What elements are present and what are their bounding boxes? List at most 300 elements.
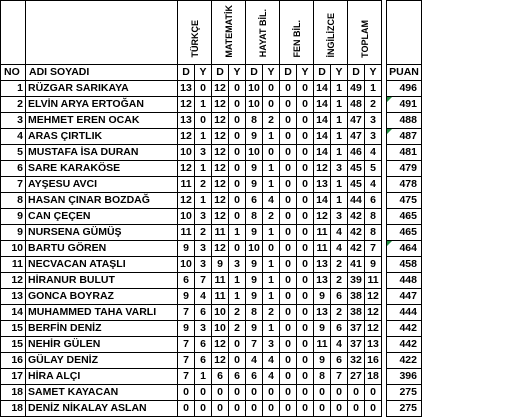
wrong-count-cell: 1 xyxy=(195,128,212,144)
puan-cell: 442 xyxy=(387,320,422,336)
wrong-count-cell: 1 xyxy=(195,160,212,176)
correct-count-cell: 0 xyxy=(280,192,297,208)
wrong-header: Y xyxy=(365,64,382,80)
wrong-count-cell: 2 xyxy=(331,256,348,272)
correct-count-cell: 0 xyxy=(280,288,297,304)
wrong-count-cell: 1 xyxy=(229,272,246,288)
correct-count-cell: 12 xyxy=(212,192,229,208)
student-name-cell: ARAS ÇIRTLIK xyxy=(26,128,178,144)
wrong-count-cell: 1 xyxy=(229,288,246,304)
correct-count-cell: 9 xyxy=(314,320,331,336)
wrong-count-cell: 8 xyxy=(365,208,382,224)
student-name-cell: GONCA BOYRAZ xyxy=(26,288,178,304)
wrong-count-cell: 0 xyxy=(229,208,246,224)
wrong-count-cell: 9 xyxy=(365,256,382,272)
correct-header: D xyxy=(314,64,331,80)
correct-count-cell: 7 xyxy=(178,368,195,384)
wrong-count-cell: 4 xyxy=(263,352,280,368)
subject-header-toplam: TOPLAM xyxy=(348,1,382,65)
wrong-count-cell: 1 xyxy=(263,224,280,240)
table-row xyxy=(1,400,422,416)
correct-count-cell: 12 xyxy=(212,160,229,176)
correct-count-cell: 13 xyxy=(314,176,331,192)
table-row xyxy=(1,208,422,224)
correct-count-cell: 0 xyxy=(280,352,297,368)
correct-count-cell: 10 xyxy=(246,96,263,112)
wrong-count-cell: 0 xyxy=(263,400,280,416)
correct-count-cell: 13 xyxy=(314,272,331,288)
correct-count-cell: 32 xyxy=(348,352,365,368)
correct-header: D xyxy=(178,64,195,80)
wrong-count-cell: 0 xyxy=(229,128,246,144)
row-number-cell: 7 xyxy=(1,176,26,192)
subject-header-turkce: TÜRKÇE xyxy=(178,1,212,65)
wrong-count-cell: 0 xyxy=(229,144,246,160)
table-row xyxy=(1,336,422,352)
wrong-count-cell: 2 xyxy=(229,304,246,320)
wrong-count-cell: 2 xyxy=(331,304,348,320)
wrong-count-cell: 0 xyxy=(229,96,246,112)
student-name-cell: NURSENA GÜMÜŞ xyxy=(26,224,178,240)
wrong-count-cell: 0 xyxy=(263,144,280,160)
subject-header-ingilizce: İNGİLİZCE xyxy=(314,1,348,65)
wrong-count-cell: 1 xyxy=(331,192,348,208)
correct-count-cell: 0 xyxy=(280,176,297,192)
correct-header: D xyxy=(280,64,297,80)
wrong-count-cell: 0 xyxy=(229,384,246,400)
correct-header: D xyxy=(246,64,263,80)
wrong-count-cell: 1 xyxy=(195,368,212,384)
table-row xyxy=(1,256,422,272)
wrong-count-cell: 2 xyxy=(195,176,212,192)
correct-count-cell: 27 xyxy=(348,368,365,384)
wrong-count-cell: 4 xyxy=(263,192,280,208)
correct-count-cell: 8 xyxy=(246,112,263,128)
table-row xyxy=(1,384,422,400)
correct-count-cell: 42 xyxy=(348,208,365,224)
correct-count-cell: 0 xyxy=(280,320,297,336)
row-number-cell: 17 xyxy=(1,368,26,384)
correct-count-cell: 38 xyxy=(348,288,365,304)
puan-cell: 458 xyxy=(387,256,422,272)
wrong-header: Y xyxy=(331,64,348,80)
wrong-count-cell: 3 xyxy=(331,208,348,224)
header-blank-cell xyxy=(26,1,178,65)
wrong-count-cell: 1 xyxy=(331,128,348,144)
row-number-cell: 9 xyxy=(1,224,26,240)
correct-count-cell: 0 xyxy=(280,208,297,224)
puan-cell: 448 xyxy=(387,272,422,288)
table-row xyxy=(1,368,422,384)
table-row xyxy=(1,112,422,128)
wrong-count-cell: 16 xyxy=(365,352,382,368)
row-number-cell: 14 xyxy=(1,304,26,320)
wrong-count-cell: 4 xyxy=(195,288,212,304)
correct-count-cell: 7 xyxy=(246,336,263,352)
correct-count-cell: 38 xyxy=(348,304,365,320)
correct-count-cell: 14 xyxy=(314,144,331,160)
correct-count-cell: 10 xyxy=(178,256,195,272)
correct-count-cell: 10 xyxy=(246,144,263,160)
wrong-count-cell: 0 xyxy=(297,224,314,240)
wrong-count-cell: 0 xyxy=(365,400,382,416)
correct-count-cell: 12 xyxy=(212,352,229,368)
correct-count-cell: 45 xyxy=(348,160,365,176)
row-number-cell: 1 xyxy=(1,80,26,96)
puan-cell: 422 xyxy=(387,352,422,368)
table-row xyxy=(1,352,422,368)
wrong-count-cell: 0 xyxy=(229,192,246,208)
row-number-cell: 18 xyxy=(1,384,26,400)
wrong-count-cell: 0 xyxy=(331,400,348,416)
correct-header: D xyxy=(212,64,229,80)
no-header: NO xyxy=(1,64,26,80)
correct-count-cell: 0 xyxy=(280,224,297,240)
correct-count-cell: 12 xyxy=(212,96,229,112)
correct-count-cell: 12 xyxy=(178,96,195,112)
wrong-count-cell: 1 xyxy=(263,288,280,304)
student-name-cell: BERFİN DENİZ xyxy=(26,320,178,336)
puan-cell: 447 xyxy=(387,288,422,304)
wrong-count-cell: 0 xyxy=(229,80,246,96)
correct-count-cell: 9 xyxy=(246,128,263,144)
wrong-count-cell: 0 xyxy=(229,400,246,416)
wrong-count-cell: 0 xyxy=(297,160,314,176)
wrong-count-cell: 0 xyxy=(297,80,314,96)
student-name-cell: AYŞESU AVCI xyxy=(26,176,178,192)
table-row xyxy=(1,80,422,96)
correct-count-cell: 12 xyxy=(178,192,195,208)
header-blank-cell xyxy=(387,1,422,65)
table-row xyxy=(1,160,422,176)
wrong-count-cell: 0 xyxy=(229,336,246,352)
subject-header-hayat-bilgisi: HAYAT BİL. xyxy=(246,1,280,65)
wrong-count-cell: 3 xyxy=(195,208,212,224)
correct-count-cell: 12 xyxy=(212,208,229,224)
wrong-count-cell: 6 xyxy=(331,352,348,368)
wrong-count-cell: 12 xyxy=(365,288,382,304)
correct-count-cell: 10 xyxy=(212,304,229,320)
wrong-count-cell: 0 xyxy=(229,112,246,128)
wrong-count-cell: 0 xyxy=(297,144,314,160)
student-name-cell: NEHİR GÜLEN xyxy=(26,336,178,352)
wrong-count-cell: 2 xyxy=(365,96,382,112)
student-name-cell: NECVACAN ATAŞLI xyxy=(26,256,178,272)
correct-count-cell: 10 xyxy=(212,320,229,336)
wrong-count-cell: 4 xyxy=(365,176,382,192)
wrong-count-cell: 6 xyxy=(365,192,382,208)
wrong-count-cell: 2 xyxy=(263,112,280,128)
wrong-count-cell: 7 xyxy=(365,240,382,256)
subject-header-matematik: MATEMATİK xyxy=(212,1,246,65)
correct-count-cell: 14 xyxy=(314,96,331,112)
row-number-cell: 4 xyxy=(1,128,26,144)
puan-cell: 465 xyxy=(387,208,422,224)
puan-cell: 496 xyxy=(387,80,422,96)
row-number-cell: 10 xyxy=(1,240,26,256)
wrong-count-cell: 8 xyxy=(365,224,382,240)
correct-count-cell: 8 xyxy=(314,368,331,384)
wrong-count-cell: 12 xyxy=(365,304,382,320)
wrong-count-cell: 0 xyxy=(297,288,314,304)
wrong-count-cell: 6 xyxy=(229,368,246,384)
wrong-count-cell: 2 xyxy=(195,224,212,240)
puan-cell: 491 xyxy=(387,96,422,112)
wrong-count-cell: 3 xyxy=(195,240,212,256)
correct-count-cell: 11 xyxy=(314,336,331,352)
wrong-count-cell: 1 xyxy=(195,96,212,112)
student-name-cell: MUHAMMED TAHA VARLI xyxy=(26,304,178,320)
correct-count-cell: 42 xyxy=(348,240,365,256)
puan-cell: 479 xyxy=(387,160,422,176)
correct-count-cell: 0 xyxy=(246,400,263,416)
wrong-count-cell: 6 xyxy=(331,320,348,336)
correct-count-cell: 14 xyxy=(314,80,331,96)
table-row xyxy=(1,96,422,112)
correct-count-cell: 12 xyxy=(314,160,331,176)
correct-count-cell: 9 xyxy=(212,256,229,272)
wrong-count-cell: 2 xyxy=(263,304,280,320)
correct-count-cell: 6 xyxy=(212,368,229,384)
row-number-cell: 8 xyxy=(1,192,26,208)
correct-count-cell: 0 xyxy=(212,384,229,400)
column-header-row xyxy=(1,64,422,80)
subject-header-fen-bilimleri: FEN BİL. xyxy=(280,1,314,65)
wrong-count-cell: 0 xyxy=(263,96,280,112)
wrong-count-cell: 0 xyxy=(195,400,212,416)
wrong-count-cell: 1 xyxy=(263,176,280,192)
correct-count-cell: 12 xyxy=(212,176,229,192)
student-name-cell: GÜLAY DENİZ xyxy=(26,352,178,368)
row-number-cell: 15 xyxy=(1,320,26,336)
wrong-count-cell: 1 xyxy=(331,176,348,192)
correct-count-cell: 14 xyxy=(314,112,331,128)
correct-count-cell: 37 xyxy=(348,320,365,336)
correct-count-cell: 46 xyxy=(348,144,365,160)
wrong-count-cell: 0 xyxy=(297,112,314,128)
wrong-count-cell: 0 xyxy=(297,400,314,416)
student-name-cell: SARE KARAKÖSE xyxy=(26,160,178,176)
correct-count-cell: 9 xyxy=(178,320,195,336)
row-number-cell: 5 xyxy=(1,144,26,160)
correct-count-cell: 0 xyxy=(280,80,297,96)
correct-count-cell: 47 xyxy=(348,128,365,144)
student-name-cell: ELVİN ARYA ERTOĞAN xyxy=(26,96,178,112)
wrong-count-cell: 4 xyxy=(331,240,348,256)
puan-cell: 475 xyxy=(387,192,422,208)
correct-count-cell: 10 xyxy=(246,240,263,256)
table-row xyxy=(1,272,422,288)
correct-count-cell: 9 xyxy=(246,272,263,288)
puan-cell: 465 xyxy=(387,224,422,240)
wrong-count-cell: 18 xyxy=(365,368,382,384)
correct-count-cell: 13 xyxy=(314,256,331,272)
wrong-count-cell: 4 xyxy=(365,144,382,160)
correct-count-cell: 9 xyxy=(246,256,263,272)
correct-count-cell: 4 xyxy=(246,352,263,368)
puan-cell: 464 xyxy=(387,240,422,256)
wrong-count-cell: 0 xyxy=(297,272,314,288)
correct-count-cell: 0 xyxy=(212,400,229,416)
puan-cell: 275 xyxy=(387,400,422,416)
row-number-cell: 9 xyxy=(1,208,26,224)
row-number-cell: 13 xyxy=(1,288,26,304)
table-row xyxy=(1,288,422,304)
row-number-cell: 15 xyxy=(1,336,26,352)
row-number-cell: 11 xyxy=(1,256,26,272)
correct-count-cell: 0 xyxy=(280,304,297,320)
correct-count-cell: 6 xyxy=(246,368,263,384)
wrong-count-cell: 0 xyxy=(297,368,314,384)
table-row xyxy=(1,144,422,160)
wrong-count-cell: 0 xyxy=(297,384,314,400)
correct-count-cell: 12 xyxy=(212,336,229,352)
correct-count-cell: 11 xyxy=(178,224,195,240)
correct-count-cell: 0 xyxy=(314,400,331,416)
correct-count-cell: 0 xyxy=(280,160,297,176)
correct-count-cell: 10 xyxy=(178,144,195,160)
table-row xyxy=(1,320,422,336)
correct-count-cell: 37 xyxy=(348,336,365,352)
wrong-count-cell: 0 xyxy=(195,384,212,400)
name-header: ADI SOYADI xyxy=(26,64,178,80)
wrong-count-cell: 12 xyxy=(365,320,382,336)
correct-count-cell: 0 xyxy=(280,336,297,352)
correct-count-cell: 0 xyxy=(280,128,297,144)
correct-count-cell: 12 xyxy=(212,144,229,160)
correct-count-cell: 12 xyxy=(212,240,229,256)
row-number-cell: 18 xyxy=(1,400,26,416)
wrong-count-cell: 6 xyxy=(195,304,212,320)
wrong-count-cell: 2 xyxy=(331,272,348,288)
wrong-count-cell: 0 xyxy=(229,240,246,256)
wrong-count-cell: 3 xyxy=(263,336,280,352)
wrong-count-cell: 3 xyxy=(195,144,212,160)
puan-cell: 442 xyxy=(387,336,422,352)
correct-count-cell: 9 xyxy=(246,320,263,336)
wrong-count-cell: 11 xyxy=(365,272,382,288)
wrong-header: Y xyxy=(195,64,212,80)
correct-count-cell: 44 xyxy=(348,192,365,208)
correct-count-cell: 8 xyxy=(246,208,263,224)
correct-count-cell: 9 xyxy=(178,240,195,256)
wrong-header: Y xyxy=(263,64,280,80)
correct-count-cell: 9 xyxy=(314,352,331,368)
puan-header: PUAN xyxy=(387,64,422,80)
wrong-count-cell: 1 xyxy=(331,96,348,112)
correct-count-cell: 0 xyxy=(280,96,297,112)
puan-cell: 396 xyxy=(387,368,422,384)
wrong-count-cell: 4 xyxy=(331,336,348,352)
wrong-count-cell: 6 xyxy=(331,288,348,304)
correct-count-cell: 45 xyxy=(348,176,365,192)
puan-cell: 487 xyxy=(387,128,422,144)
correct-count-cell: 41 xyxy=(348,256,365,272)
puan-cell: 488 xyxy=(387,112,422,128)
correct-count-cell: 7 xyxy=(178,304,195,320)
wrong-count-cell: 1 xyxy=(263,320,280,336)
row-number-cell: 6 xyxy=(1,160,26,176)
correct-count-cell: 13 xyxy=(314,304,331,320)
student-name-cell: MEHMET EREN OCAK xyxy=(26,112,178,128)
wrong-count-cell: 0 xyxy=(297,304,314,320)
student-name-cell: CAN ÇEÇEN xyxy=(26,208,178,224)
puan-cell: 444 xyxy=(387,304,422,320)
student-name-cell: RÜZGAR SARIKAYA xyxy=(26,80,178,96)
wrong-header: Y xyxy=(297,64,314,80)
correct-count-cell: 11 xyxy=(314,224,331,240)
wrong-count-cell: 0 xyxy=(297,240,314,256)
wrong-count-cell: 2 xyxy=(229,320,246,336)
wrong-count-cell: 3 xyxy=(229,256,246,272)
correct-count-cell: 8 xyxy=(246,304,263,320)
wrong-count-cell: 2 xyxy=(263,208,280,224)
correct-count-cell: 11 xyxy=(212,272,229,288)
correct-count-cell: 0 xyxy=(348,400,365,416)
correct-count-cell: 0 xyxy=(280,400,297,416)
correct-count-cell: 11 xyxy=(212,224,229,240)
wrong-count-cell: 0 xyxy=(263,80,280,96)
score-table-body xyxy=(1,1,422,417)
correct-count-cell: 14 xyxy=(314,192,331,208)
puan-cell: 478 xyxy=(387,176,422,192)
row-number-cell: 12 xyxy=(1,272,26,288)
correct-count-cell: 11 xyxy=(212,288,229,304)
wrong-count-cell: 4 xyxy=(263,368,280,384)
table-row xyxy=(1,192,422,208)
correct-count-cell: 12 xyxy=(314,208,331,224)
student-name-cell: HASAN ÇINAR BOZDAĞ xyxy=(26,192,178,208)
wrong-count-cell: 0 xyxy=(195,80,212,96)
correct-count-cell: 12 xyxy=(212,112,229,128)
correct-count-cell: 0 xyxy=(280,272,297,288)
puan-cell: 481 xyxy=(387,144,422,160)
wrong-count-cell: 0 xyxy=(263,240,280,256)
correct-count-cell: 9 xyxy=(178,288,195,304)
correct-count-cell: 9 xyxy=(246,224,263,240)
wrong-count-cell: 1 xyxy=(229,224,246,240)
puan-cell: 275 xyxy=(387,384,422,400)
wrong-count-cell: 0 xyxy=(297,208,314,224)
correct-count-cell: 6 xyxy=(178,272,195,288)
student-name-cell: HİRA ALÇI xyxy=(26,368,178,384)
wrong-count-cell: 0 xyxy=(263,384,280,400)
wrong-count-cell: 0 xyxy=(195,112,212,128)
correct-count-cell: 0 xyxy=(178,400,195,416)
row-number-cell: 16 xyxy=(1,352,26,368)
wrong-count-cell: 7 xyxy=(195,272,212,288)
correct-count-cell: 11 xyxy=(314,240,331,256)
wrong-count-cell: 1 xyxy=(195,192,212,208)
correct-count-cell: 14 xyxy=(314,128,331,144)
wrong-count-cell: 0 xyxy=(297,256,314,272)
wrong-count-cell: 1 xyxy=(263,128,280,144)
wrong-count-cell: 0 xyxy=(229,160,246,176)
correct-count-cell: 10 xyxy=(246,80,263,96)
correct-count-cell: 10 xyxy=(178,208,195,224)
correct-count-cell: 12 xyxy=(212,128,229,144)
correct-count-cell: 39 xyxy=(348,272,365,288)
wrong-count-cell: 0 xyxy=(297,352,314,368)
wrong-count-cell: 0 xyxy=(365,384,382,400)
student-name-cell: HİRANUR BULUT xyxy=(26,272,178,288)
correct-count-cell: 9 xyxy=(246,288,263,304)
correct-count-cell: 0 xyxy=(178,384,195,400)
table-row xyxy=(1,240,422,256)
wrong-count-cell: 3 xyxy=(195,320,212,336)
wrong-count-cell: 1 xyxy=(331,80,348,96)
wrong-count-cell: 0 xyxy=(297,96,314,112)
